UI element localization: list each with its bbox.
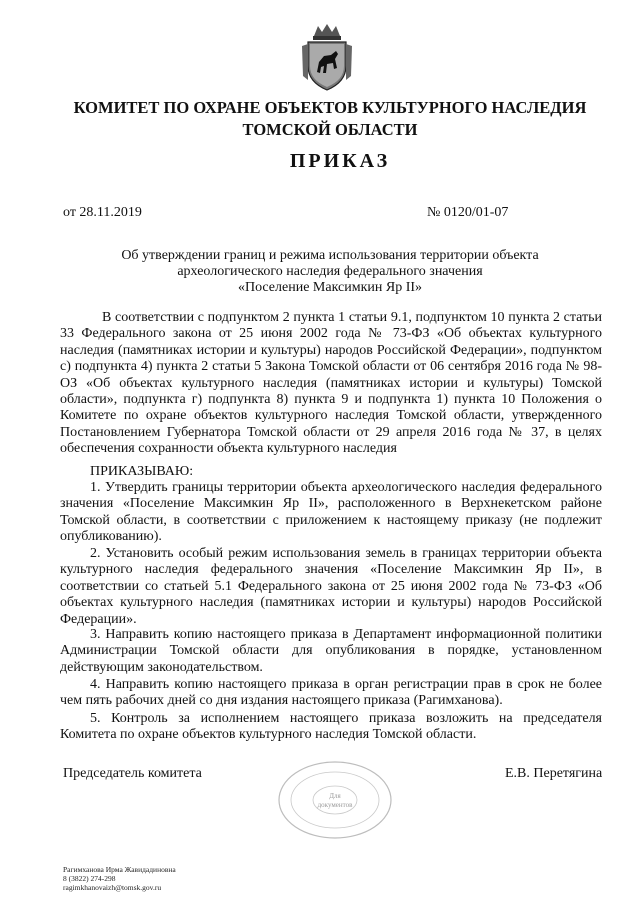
document-subject <box>60 248 600 296</box>
subject-line-3: «Поселение Максимкин Яр II» <box>237 280 423 295</box>
official-stamp <box>275 758 395 842</box>
order-item-5: 5. Контроль за исполнением настоящего приказа возложить на председателя Комитета по охране объектов культурного наследия Томской области. <box>60 711 602 743</box>
issuing-authority <box>70 97 590 141</box>
executor-email: ragimkhanovaizh@tomsk.gov.ru <box>63 883 162 892</box>
executor-phone: 8 (3822) 274-298 <box>63 874 116 883</box>
subject-line-1: Об утверждении границ и режима использования территории объекта <box>121 248 539 263</box>
order-heading: ПРИКАЗЫВАЮ: <box>90 464 194 479</box>
signatory-role: Председатель комитета <box>63 766 202 781</box>
document-number: № 0120/01-07 <box>427 205 509 220</box>
executor-info <box>63 865 176 892</box>
order-item-2: 2. Установить особый режим использования земель в границах территории объекта культурного наследия федерального значения «Поселение Максимкин Яр II», в соответствии со статьей 5.1 Федерального закона от 25 июня 2002 года № 73-ФЗ «Об объектах культурного наследия (памятниках истории и культуры) народов Российской Федерации». <box>60 546 602 627</box>
order-item-4: 4. Направить копию настоящего приказа в орган регистрации прав в срок не более чем пять рабочих дней со дня издания настоящего приказа (Рагимханова). <box>60 677 602 709</box>
document-type: ПРИКАЗ <box>289 150 391 172</box>
order-item-1: 1. Утвердить границы территории объекта археологического наследия федерального значения «Поселение Максимкин Яр II», расположенного в Верхнекетском районе Томской области, в соответствии с приложением к настоящему приказу (не подлежит опубликованию). <box>60 480 602 545</box>
signatory-name: Е.В. Перетягина <box>505 766 603 781</box>
document-date: от 28.11.2019 <box>63 205 142 220</box>
order-item-3: 3. Направить копию настоящего приказа в Департамент информационной политики Администрации Томской области для опубликования в порядке, установленном действующим законодательством. <box>60 627 602 675</box>
subject-line-2: археологического наследия федерального значения <box>177 264 483 279</box>
org-line-2: ТОМСКОЙ ОБЛАСТИ <box>242 120 418 139</box>
svg-text:документов: документов <box>317 801 353 809</box>
executor-name: Рагимханова Ирма Жавидадиновна <box>63 865 176 874</box>
org-line-1: КОМИТЕТ ПО ОХРАНЕ ОБЪЕКТОВ КУЛЬТУРНОГО НАСЛЕДИЯ <box>73 98 587 117</box>
legal-basis-paragraph: В соответствии с подпунктом 2 пункта 1 статьи 9.1, подпунктом 10 пункта 2 статьи 33 Федерального закона от 25 июня 2002 года № 73-ФЗ «Об объектах культурного наследия (памятниках истории и культуры) народов Российской Федерации», подпунктом с) подпункта 4) пункта 2 статьи 5 Закона Томской области от 06 сентября 2016 года № 98-ОЗ «Об объектах культурного наследия (памятниках истории и культуры) Томской области», подпункта г) подпункта 8) пункта 9 и подпункта 1) пункта 10 Положения о Комитете по охране объектов культурного наследия Томской области, утвержденного Постановлением Губернатора Томской области от 29 апреля 2016 года № 37, в целях обеспечения сохранности объекта культурного наследия <box>60 310 602 457</box>
tomsk-coat-of-arms-icon <box>300 22 354 94</box>
svg-text:Для: Для <box>329 792 341 800</box>
